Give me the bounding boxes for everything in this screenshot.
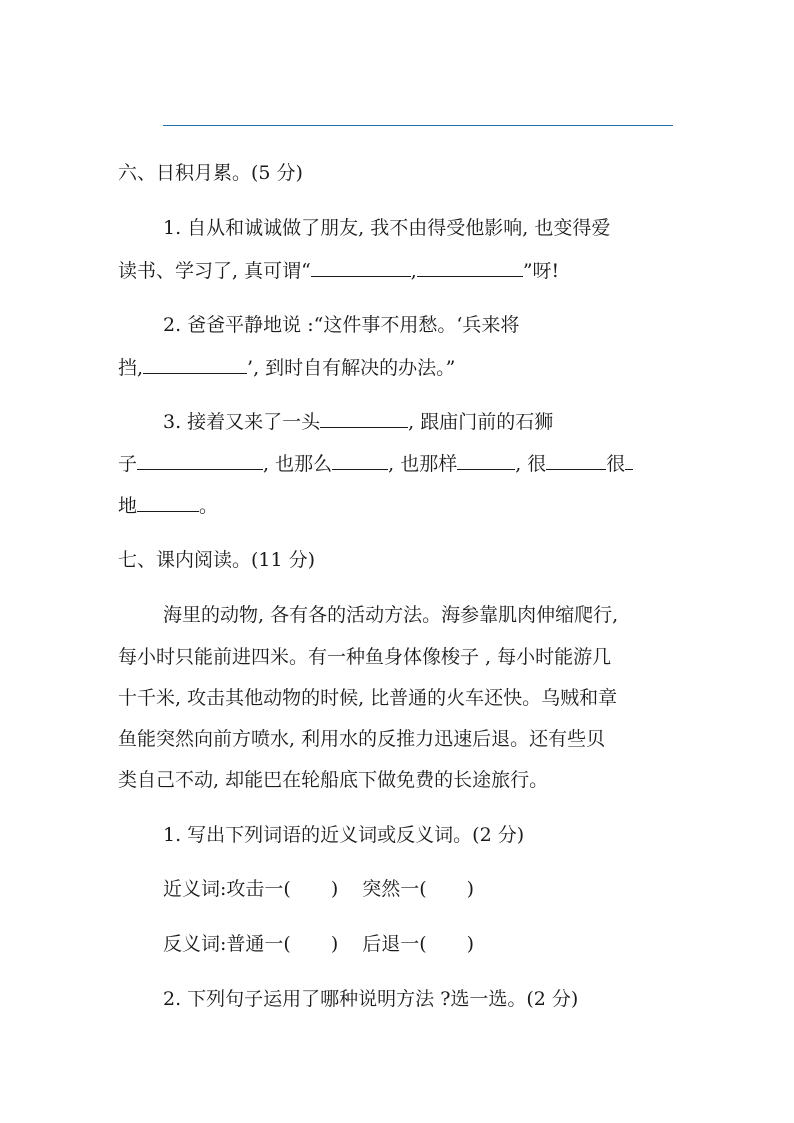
q6-3-blank-1[interactable]: [320, 409, 408, 428]
passage-line-4: 鱼能突然向前方喷水, 利用水的反推力迅速后退。还有些贝: [118, 728, 606, 750]
q6-3-blank-7[interactable]: [137, 493, 199, 512]
q6-1-text-c: ”呀!: [522, 260, 560, 282]
q6-1-blank-1[interactable]: [311, 258, 411, 277]
q6-2-text-b: ’, 到时自有解决的办法。”: [247, 357, 456, 379]
q6-3-text-g: 很: [606, 453, 626, 475]
passage-line-3: 十千米, 攻击其他动物的时候, 比普通的火车还快。乌贼和章: [118, 687, 618, 709]
q6-3-line1: [163, 409, 553, 434]
synonym-close-1: ): [330, 878, 339, 900]
q7-1-prompt: 1. 写出下列词语的近义词或反义词。(2 分): [163, 824, 525, 846]
q6-3-text-f: , 很: [515, 453, 547, 475]
q6-3-text-h: 地: [118, 495, 138, 517]
antonym-close-1: ): [330, 933, 339, 955]
antonym-close-2: ): [466, 933, 475, 955]
q6-3-line3: [118, 493, 218, 518]
passage-line-2: 每小时只能前进四米。有一种鱼身体像梭子 , 每小时能游几: [118, 646, 612, 668]
q6-3-text-a: 3. 接着又来了一头: [163, 411, 321, 433]
q6-1-text-a: 读书、学习了, 真可谓“: [118, 260, 311, 282]
q6-3-text-e: , 也那样: [388, 453, 458, 475]
antonym-item-2: 后退一(: [362, 933, 427, 955]
q7-2-prompt: 2. 下列句子运用了哪种说明方法 ?选一选。(2 分): [163, 988, 579, 1010]
passage-line-5: 类自己不动, 却能巴在轮船底下做免费的长途旅行。: [118, 769, 549, 791]
q6-3-text-c: 子: [118, 453, 138, 475]
synonym-item-2: 突然一(: [362, 878, 427, 900]
q6-3-line2: [118, 451, 633, 476]
q6-2-text-a: 挡,: [118, 357, 144, 379]
q6-3-text-b: , 跟庙门前的石狮: [408, 411, 554, 433]
q6-3-blank-3[interactable]: [332, 451, 388, 470]
q6-2-blank[interactable]: [143, 355, 247, 374]
q6-3-blank-5[interactable]: [546, 451, 606, 470]
header-rule: [163, 125, 673, 126]
q6-3-blank-4[interactable]: [457, 451, 515, 470]
q6-3-text-d: , 也那么: [263, 453, 333, 475]
q6-1-line1: 1. 自从和诚诚做了朋友, 我不由得受他影响, 也变得爱: [163, 217, 611, 239]
q6-3-text-i: 。: [199, 495, 219, 517]
q6-1-text-b: ,: [410, 260, 417, 282]
passage-line-1: 海里的动物, 各有各的活动方法。海参靠肌肉伸缩爬行,: [163, 604, 619, 626]
antonym-row: [163, 932, 474, 956]
synonym-label: 近义词:攻击一(: [163, 878, 291, 900]
q6-2-line1: 2. 爸爸平静地说 :“这件事不用愁。‘兵来将: [163, 314, 520, 336]
q6-1-blank-2[interactable]: [417, 258, 523, 277]
antonym-label: 反义词:普通一(: [163, 933, 291, 955]
q6-3-blank-2[interactable]: [137, 451, 263, 470]
q6-3-blank-6[interactable]: [625, 451, 633, 470]
q6-1-line2: [118, 258, 559, 283]
synonym-row: [163, 877, 474, 901]
synonym-close-2: ): [466, 878, 475, 900]
section-6-heading: 六、日积月累。(5 分): [118, 162, 303, 184]
section-7-heading: 七、课内阅读。(11 分): [118, 549, 316, 571]
q6-2-line2: [118, 355, 455, 380]
